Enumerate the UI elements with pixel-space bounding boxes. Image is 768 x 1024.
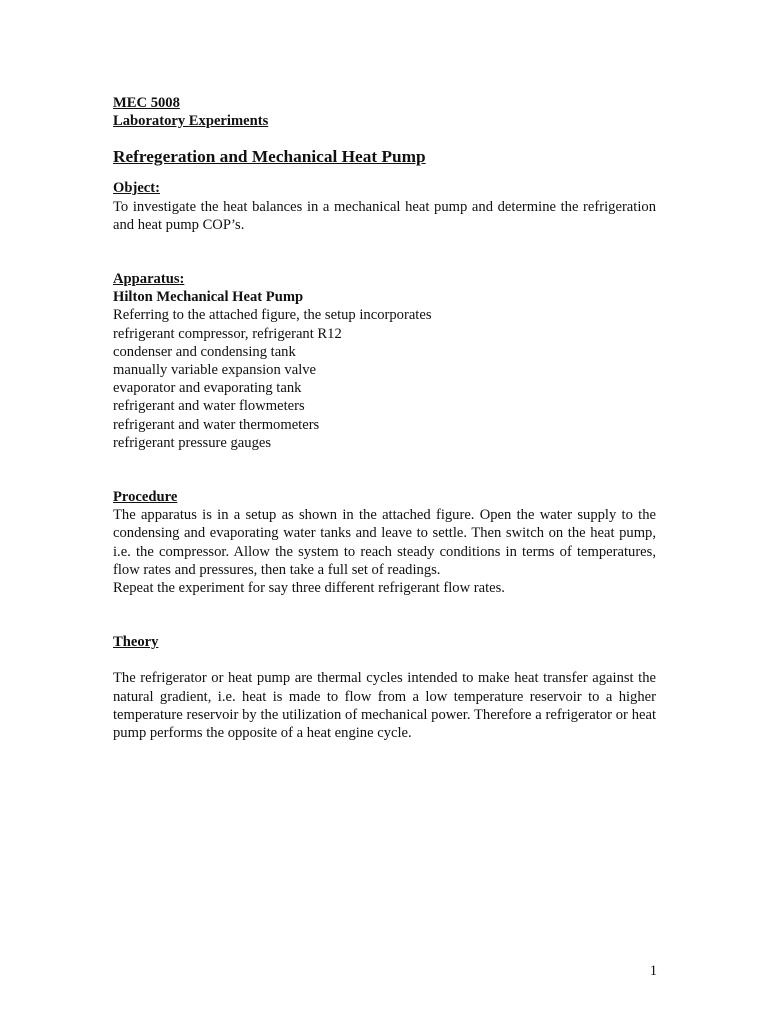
theory-section xyxy=(113,633,656,742)
apparatus-item: refrigerant compressor, refrigerant R12 xyxy=(113,325,342,342)
procedure-text: The apparatus is in a setup as shown in the attached figure. Open the water supply to the condensing and evaporating water tanks and leave to settle. Then switch on the heat pump, i.e. the compressor. Allow the system to reach steady conditions in terms of temperatures, flow rates and pressures, then take a full set of readings. xyxy=(113,507,656,578)
object-section xyxy=(113,179,656,234)
procedure-section xyxy=(113,488,656,597)
theory-heading: Theory xyxy=(113,634,159,651)
apparatus-name: Hilton Mechanical Heat Pump xyxy=(113,289,304,306)
theory-text: The refrigerator or heat pump are thermal cycles intended to make heat transfer against the natural gradient, i.e. heat is made to flow from a low temperature reservoir to a higher temperature reservoir by the utilization of mechanical power. Therefore a refrigerator or heat pump performs the opposite of a heat engine cycle. xyxy=(113,670,656,742)
apparatus-item: evaporator and evaporating tank xyxy=(113,380,302,397)
apparatus-section xyxy=(113,270,656,452)
apparatus-item: manually variable expansion valve xyxy=(113,362,317,379)
object-text: To investigate the heat balances in a mechanical heat pump and determine the refrigeration and heat pump COP’s. xyxy=(113,198,656,233)
apparatus-item: refrigerant pressure gauges xyxy=(113,434,272,451)
apparatus-item: refrigerant and water thermometers xyxy=(113,416,320,433)
page-number: 1 xyxy=(649,963,657,979)
procedure-heading: Procedure xyxy=(113,489,178,506)
course-subtitle: Laboratory Experiments xyxy=(113,113,269,130)
procedure-repeat: Repeat the experiment for say three different refrigerant flow rates. xyxy=(113,580,505,597)
document-title: Refregeration and Mechanical Heat Pump xyxy=(113,147,426,167)
apparatus-item: refrigerant and water flowmeters xyxy=(113,398,305,415)
apparatus-item: condenser and condensing tank xyxy=(113,343,296,360)
apparatus-heading: Apparatus: xyxy=(113,271,185,288)
course-code: MEC 5008 xyxy=(113,95,180,111)
object-heading: Object: xyxy=(113,180,161,197)
document-page xyxy=(113,94,656,742)
apparatus-intro: Referring to the attached figure, the setup incorporates xyxy=(113,307,432,324)
